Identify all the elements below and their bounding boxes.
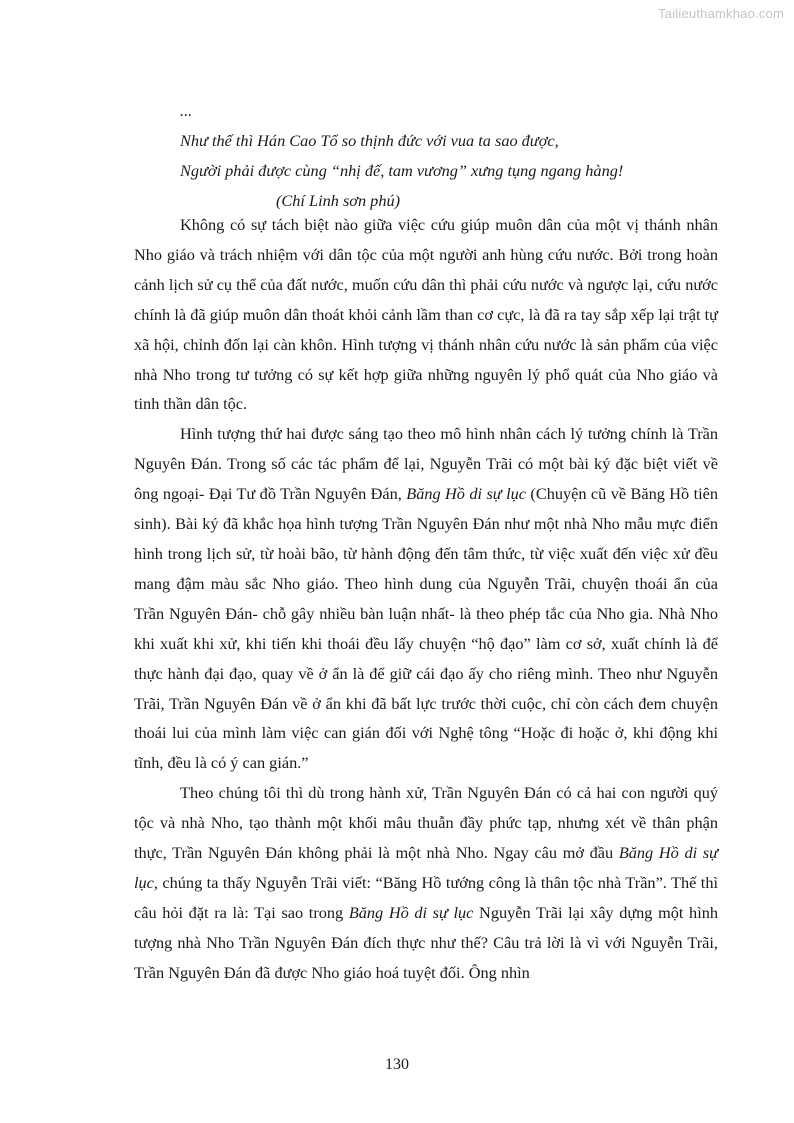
paragraph-3-text-c: Nguyễn Trãi lại xây dựng một hình tượng nhà Nho Trần Nguyên Đán đích thực như thế? Câu trả lời là vì với Nguyễn Trãi, Trần Nguyên Đán đã được Nho giáo hoá tuyệt đối. Ông nhìn <box>134 902 719 982</box>
work-title: Băng Hồ di sự lục <box>406 484 526 504</box>
page-number: 130 <box>385 1056 409 1073</box>
body-text <box>134 210 718 988</box>
paragraph-3 <box>134 778 718 987</box>
verse-line-1: Như thế thì Hán Cao Tổ so thịnh đức với vua ta sao được, <box>180 131 559 150</box>
verse-line-2: Người phải được cùng “nhị đế, tam vương” xưng tụng ngang hàng! <box>180 161 624 180</box>
paragraph-2-text-a: Hình tượng thứ hai được sáng tạo theo mô hình nhân cách lý tưởng chính là Trần Nguyên Đán. Trong số các tác phẩm để lại, Nguyễn Trãi có một bài ký đặc biệt viết về ông ngoại- Đại Tư đồ Trần Nguyên Đán, <box>134 424 718 504</box>
verse-ellipsis: ... <box>180 101 193 120</box>
verse-quotation <box>180 96 740 216</box>
watermark: Tailieuthamkhao.com <box>658 6 784 21</box>
verse-source: (Chí Linh sơn phú) <box>276 191 401 210</box>
paragraph-1 <box>134 210 718 419</box>
work-title: Băng Hồ di sự lục <box>134 843 718 892</box>
paragraph-3-text-b: , chúng ta thấy Nguyễn Trãi viết: “Băng Hồ tướng công là thân tộc nhà Trần”. Thế thì câu hỏi đặt ra là: Tại sao trong <box>134 872 718 922</box>
work-title: Băng Hồ di sự lục <box>348 902 474 922</box>
paragraph-3-text-a: Theo chúng tôi thì dù trong hành xử, Trần Nguyên Đán có cả hai con người quý tộc và nhà Nho, tạo thành một khối mâu thuẫn đầy phức tạp, nhưng xét về thân phận thực, Trần Nguyên Đán không phải là một nhà Nho. Ngay câu mở đầu <box>134 783 718 863</box>
paragraph-1-text: Không có sự tách biệt nào giữa việc cứu giúp muôn dân của một vị thánh nhân Nho giáo và trách nhiệm với dân tộc của một người anh hùng cứu nước. Bởi trong hoàn cảnh lịch sử cụ thể của đất nước, muốn cứu dân thì phải cứu nước và ngược lại, cứu nước chính là đã giúp muôn dân thoát khỏi cảnh lầm than cơ cực, là đã ra tay sắp xếp lại trật tự xã hội, chỉnh đốn lại càn khôn. Hình tượng vị thánh nhân cứu nước là sản phẩm của việc nhà Nho trong tư tưởng có sự kết hợp giữa những nguyên lý phổ quát của Nho giáo và tinh thần dân tộc. <box>134 215 718 414</box>
paragraph-2 <box>134 419 718 778</box>
paragraph-2-text-b: (Chuyện cũ về Băng Hồ tiên sinh). Bài ký đã khắc họa hình tượng Trần Nguyên Đán như một nhà Nho mẫu mực điển hình trong lịch sử, từ hoài bão, từ hành động đến tâm thức, từ việc xuất đến việc xử đều mang đậm màu sắc Nho giáo. Theo hình dung của Nguyễn Trãi, chuyện thoái ẩn của Trần Nguyên Đán- chỗ gây nhiều bàn luận nhất- là theo phép tắc của Nho gia. Nhà Nho khi xuất khi xử, khi tiến khi thoái đều lấy chuyện “hộ đạo” làm cơ sở, xuất chính là để thực hành đại đạo, quay về ở ẩn là để giữ cái đạo ấy cho riêng mình. Theo như Nguyễn Trãi, Trần Nguyên Đán về ở ẩn khi đã bất lực trước thời cuộc, chỉ còn cách đem chuyện thoái lui của mình làm việc can gián đối với Nghệ tông “Hoặc đi hoặc ở, khi động khi tĩnh, đều là có ý can gián.” <box>134 484 719 773</box>
